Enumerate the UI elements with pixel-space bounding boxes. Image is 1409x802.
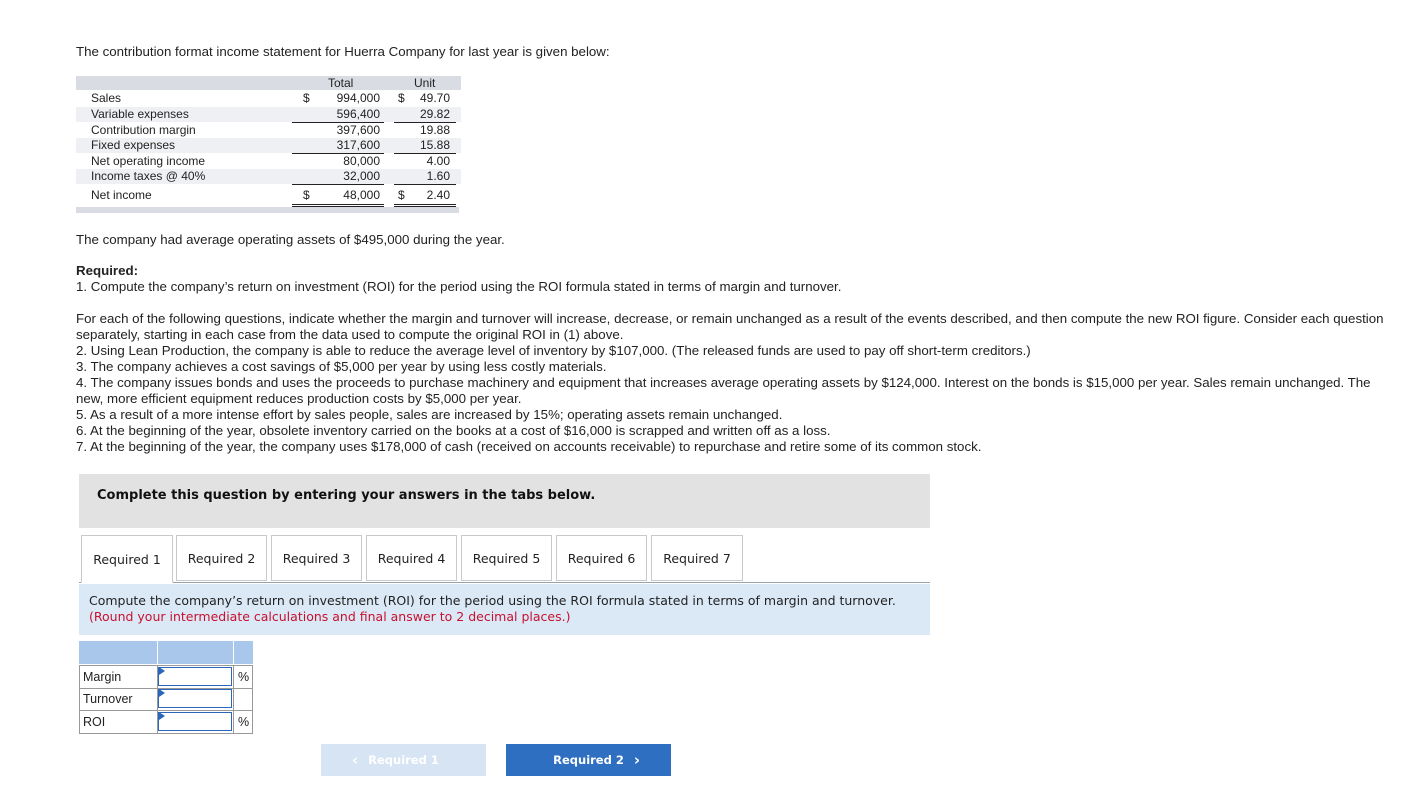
- answer-table: [79, 641, 253, 735]
- tab-required-1[interactable]: Required 1: [81, 535, 173, 583]
- tab-required-6[interactable]: Required 6: [556, 535, 647, 581]
- next-button[interactable]: [506, 744, 671, 776]
- tab-required-3[interactable]: Required 3: [271, 535, 362, 581]
- complete-question-banner: [79, 474, 930, 528]
- roi-input[interactable]: [158, 712, 232, 731]
- prev-button[interactable]: [321, 744, 486, 776]
- statement-row-fixed-expenses: [76, 138, 461, 153]
- percent-unit: %: [238, 715, 250, 729]
- statement-row-income-taxes: [76, 169, 461, 184]
- row-label: Net operating income: [91, 154, 206, 168]
- tab-required-5[interactable]: Required 5: [461, 535, 552, 581]
- unit-value: 49.70: [419, 91, 450, 105]
- row-label: Fixed expenses: [91, 138, 176, 152]
- row-label: Sales: [91, 91, 122, 105]
- statement-footer-bar: [76, 207, 459, 213]
- question-7: 7. At the beginning of the year, the company uses $178,000 of cash (received on accounts receivable) to repurchase and retire some of its common stock.: [76, 439, 982, 454]
- total-value: 80,000: [343, 154, 380, 168]
- tab-divider: [79, 582, 930, 583]
- percent-unit: %: [238, 670, 250, 684]
- total-value: 994,000: [336, 91, 380, 105]
- tab-required-4[interactable]: Required 4: [366, 535, 457, 581]
- chevron-left-icon: ‹: [351, 751, 359, 769]
- answer-row-margin: [79, 665, 253, 689]
- next-button-label: Required 2: [553, 753, 624, 767]
- col-header-unit: Unit: [414, 76, 436, 90]
- question-2: 2. Using Lean Production, the company is able to reduce the average level of inventory by $107,000. (The released funds are used to pay off short-term creditors.): [76, 343, 1031, 358]
- question-4: 4. The company issues bonds and uses the proceeds to purchase machinery and equipment that increases average operating assets by $124,000. Interest on the bonds is $15,000 per year. Sales remain unchanged. The new, more efficient equipment reduces production costs by $5,000 per year.: [76, 375, 1371, 406]
- answer-row-turnover: [79, 688, 253, 711]
- total-value: 317,600: [336, 138, 380, 152]
- total-value: 397,600: [336, 123, 380, 137]
- currency-sign: $: [398, 188, 405, 202]
- statement-row-variable-expenses: [76, 107, 461, 122]
- currency-sign: $: [303, 188, 310, 202]
- required-block: [76, 263, 841, 295]
- question-6: 6. At the beginning of the year, obsolete inventory carried on the books at a cost of $16,000 is scrapped and written off as a loss.: [76, 423, 831, 438]
- rounding-note: (Round your intermediate calculations and final answer to 2 decimal places.): [89, 609, 571, 624]
- answer-table-header: [79, 641, 253, 664]
- unit-value: 15.88: [419, 138, 450, 152]
- unit-value: 2.40: [426, 188, 450, 202]
- required-1-text: 1. Compute the company’s return on investment (ROI) for the period using the ROI formula stated in terms of margin and turnover.: [76, 279, 842, 294]
- margin-input[interactable]: [158, 667, 232, 686]
- answer-row-roi: [79, 711, 253, 734]
- complete-question-text: Complete this question by entering your answers in the tabs below.: [97, 488, 596, 503]
- input-marker-icon: [159, 689, 165, 697]
- tab-required-7[interactable]: Required 7: [651, 535, 743, 581]
- input-marker-icon: [159, 712, 165, 720]
- currency-sign: $: [303, 91, 310, 105]
- question-3: 3. The company achieves a cost savings of $5,000 per year by using less costly materials.: [76, 359, 607, 374]
- row-label: Variable expenses: [91, 107, 189, 121]
- unit-value: 19.88: [419, 123, 450, 137]
- chevron-right-icon: ›: [633, 751, 641, 769]
- statement-row-net-operating-income: [76, 154, 461, 169]
- statement-row-net-income: [76, 188, 461, 203]
- total-value: 596,400: [336, 107, 380, 121]
- row-label: Net income: [91, 188, 152, 202]
- currency-sign: $: [398, 91, 405, 105]
- answer-label: ROI: [83, 715, 106, 729]
- intro-text: The contribution format income statement for Huerra Company for last year is given below:: [76, 44, 610, 59]
- unit-value: 4.00: [426, 154, 450, 168]
- statement-row-sales: [76, 91, 461, 106]
- prev-button-label: Required 1: [368, 753, 439, 767]
- statement-row-contribution-margin: [76, 123, 461, 138]
- turnover-input[interactable]: [158, 689, 232, 708]
- instruction-box: [79, 584, 930, 635]
- input-marker-icon: [159, 667, 165, 675]
- unit-value: 29.82: [419, 107, 450, 121]
- tab-required-2[interactable]: Required 2: [176, 535, 267, 581]
- answer-label: Turnover: [83, 692, 133, 706]
- statement-header-bar: [76, 76, 461, 90]
- answer-label: Margin: [83, 670, 122, 684]
- assets-text: The company had average operating assets of $495,000 during the year.: [76, 232, 505, 247]
- instruction-text: Compute the company’s return on investment (ROI) for the period using the ROI formula stated in terms of margin and turnover.: [89, 593, 896, 608]
- income-statement: [76, 76, 461, 214]
- required-heading: Required:: [76, 263, 139, 278]
- col-header-total: Total: [328, 76, 354, 90]
- row-label: Contribution margin: [91, 123, 196, 137]
- total-value: 32,000: [343, 169, 380, 183]
- total-value: 48,000: [343, 188, 380, 202]
- questions-list: [76, 311, 1401, 455]
- question-intro: For each of the following questions, indicate whether the margin and turnover will increase, decrease, or remain unchanged as a result of the events described, and then compute the new ROI figure. Consider each question separately, starting in each case from the data used to compute the original ROI in (1) above.: [76, 311, 1384, 342]
- row-label: Income taxes @ 40%: [91, 169, 206, 183]
- question-5: 5. As a result of a more intense effort by sales people, sales are increased by 15%; operating assets remain unchanged.: [76, 407, 783, 422]
- unit-value: 1.60: [426, 169, 450, 183]
